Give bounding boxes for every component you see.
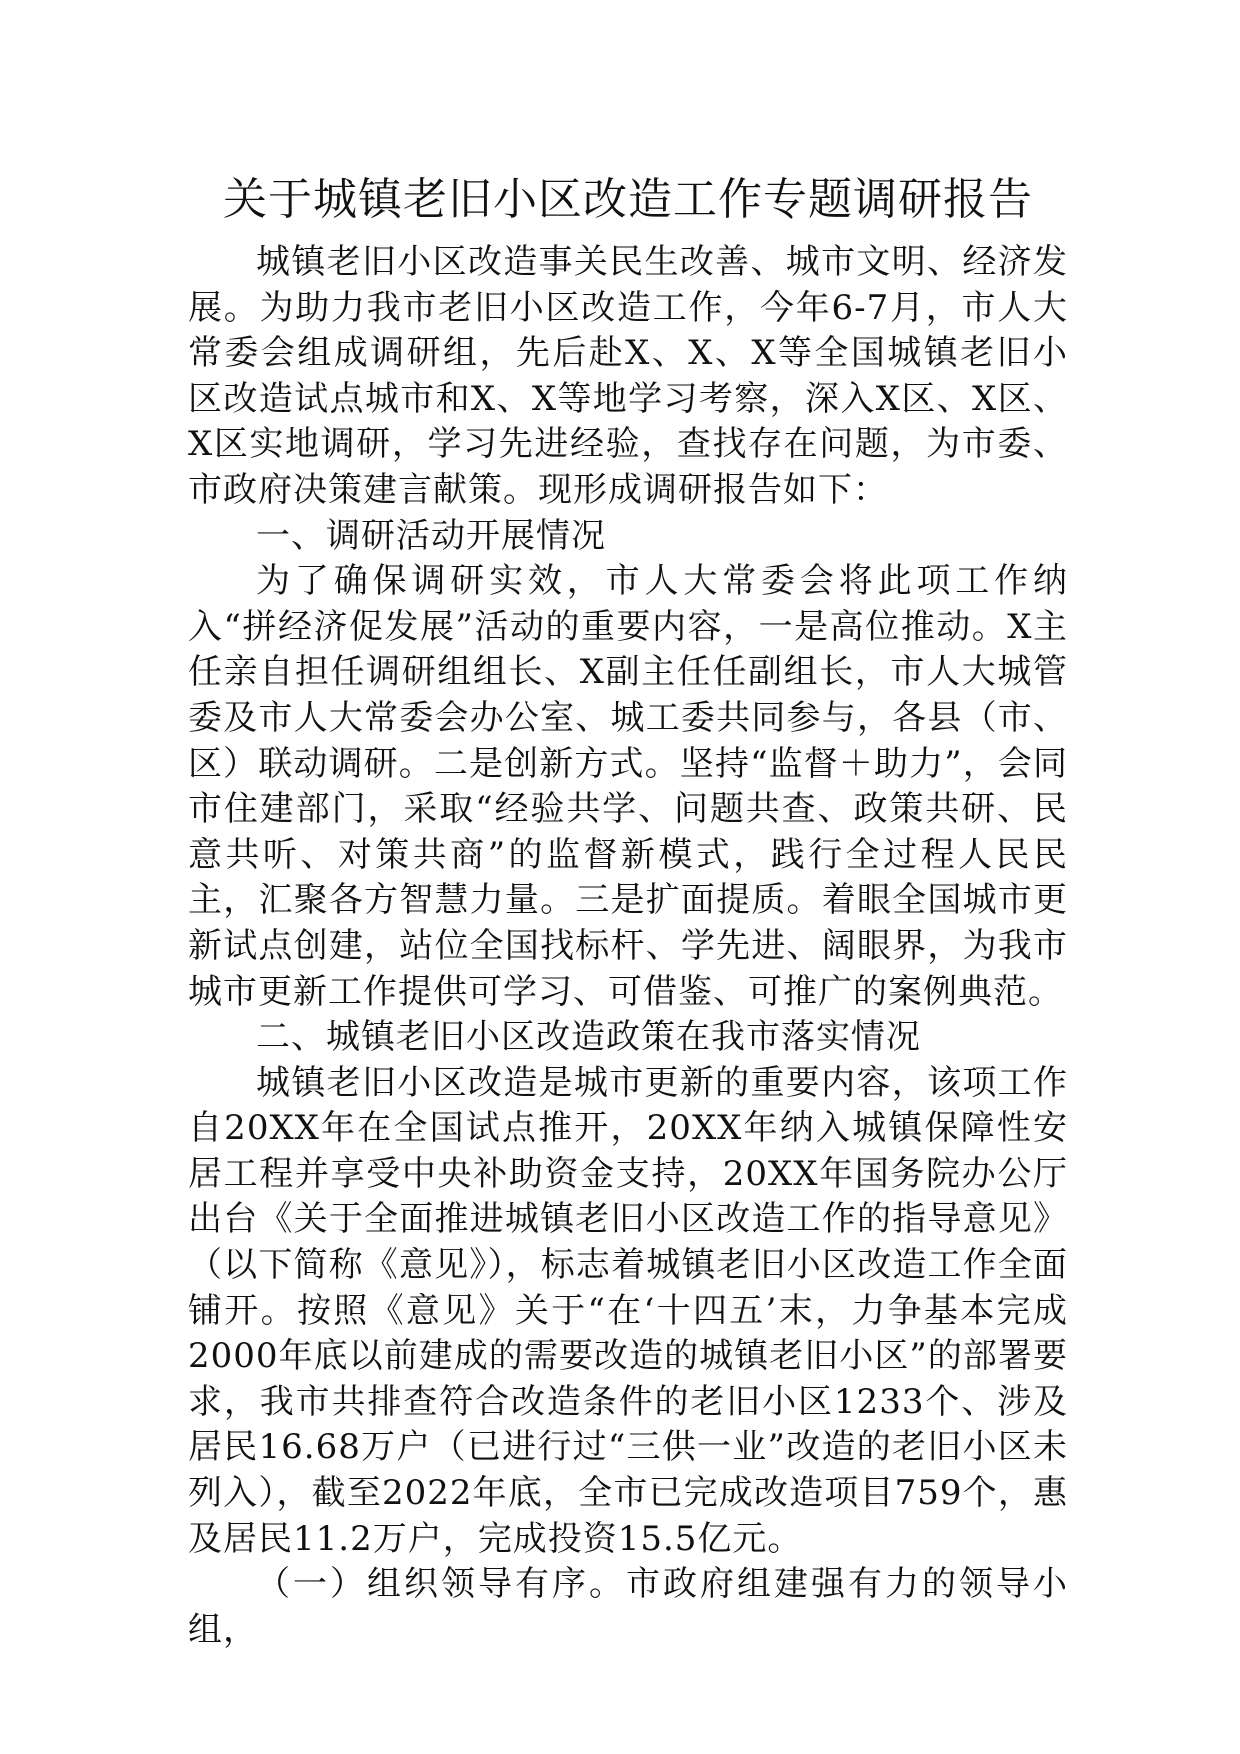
section-heading-2: 二、城镇老旧小区改造政策在我市落实情况 <box>256 1017 921 1058</box>
subsection-1-paragraph: （一）组织领导有序。市政府组建强有力的领导小组， <box>188 1564 1068 1650</box>
section-2-paragraph: 城镇老旧小区改造是城市更新的重要内容，该项工作自20XX年在全国试点推开，20XX年纳入城镇保障性安居工程并享受中央补助资金支持，20XX年国务院办公厅出台《关于全面推进城镇老旧小区改造工作的指导意见》（以下简称《意见》），标志着城镇老旧小区改造工作全面铺开。按照《意见》关于“在‘十四五’末，力争基本完成2000年底以前建成的需要改造的城镇老旧小区”的部署要求，我市共排查符合改造条件的老旧小区1233个、涉及居民16.68万户（已进行过“三供一业”改造的老旧小区未列入），截至2022年底，全市已完成改造项目759个，惠及居民11.2万户，完成投资15.5亿元。 <box>188 1062 1068 1559</box>
document-body <box>188 240 1068 1653</box>
document-title: 关于城镇老旧小区改造工作专题调研报告 <box>223 174 1033 225</box>
section-heading-1: 一、调研活动开展情况 <box>256 515 606 556</box>
section-1-paragraph: 为了确保调研实效，市人大常委会将此项工作纳入“拼经济促发展”活动的重要内容，一是高位推动。X主任亲自担任调研组组长、X副主任任副组长，市人大城管委及市人大常委会办公室、城工委共同参与，各县（市、区）联动调研。二是创新方式。坚持“监督＋助力”，会同市住建部门，采取“经验共学、问题共查、政策共研、民意共听、对策共商”的监督新模式，践行全过程人民民主，汇聚各方智慧力量。三是扩面提质。着眼全国城市更新试点创建，站位全国找标杆、学先进、阔眼界，为我市城市更新工作提供可学习、可借鉴、可推广的案例典范。 <box>188 561 1068 1012</box>
document-page <box>188 160 1068 1653</box>
intro-paragraph: 城镇老旧小区改造事关民生改善、城市文明、经济发展。为助力我市老旧小区改造工作，今年6-7月，市人大常委会组成调研组，先后赴X、X、X等全国城镇老旧小区改造试点城市和X、X等地学习考察，深入X区、X区、X区实地调研，学习先进经验，查找存在问题，为市委、市政府决策建言献策。现形成调研报告如下： <box>188 242 1068 510</box>
